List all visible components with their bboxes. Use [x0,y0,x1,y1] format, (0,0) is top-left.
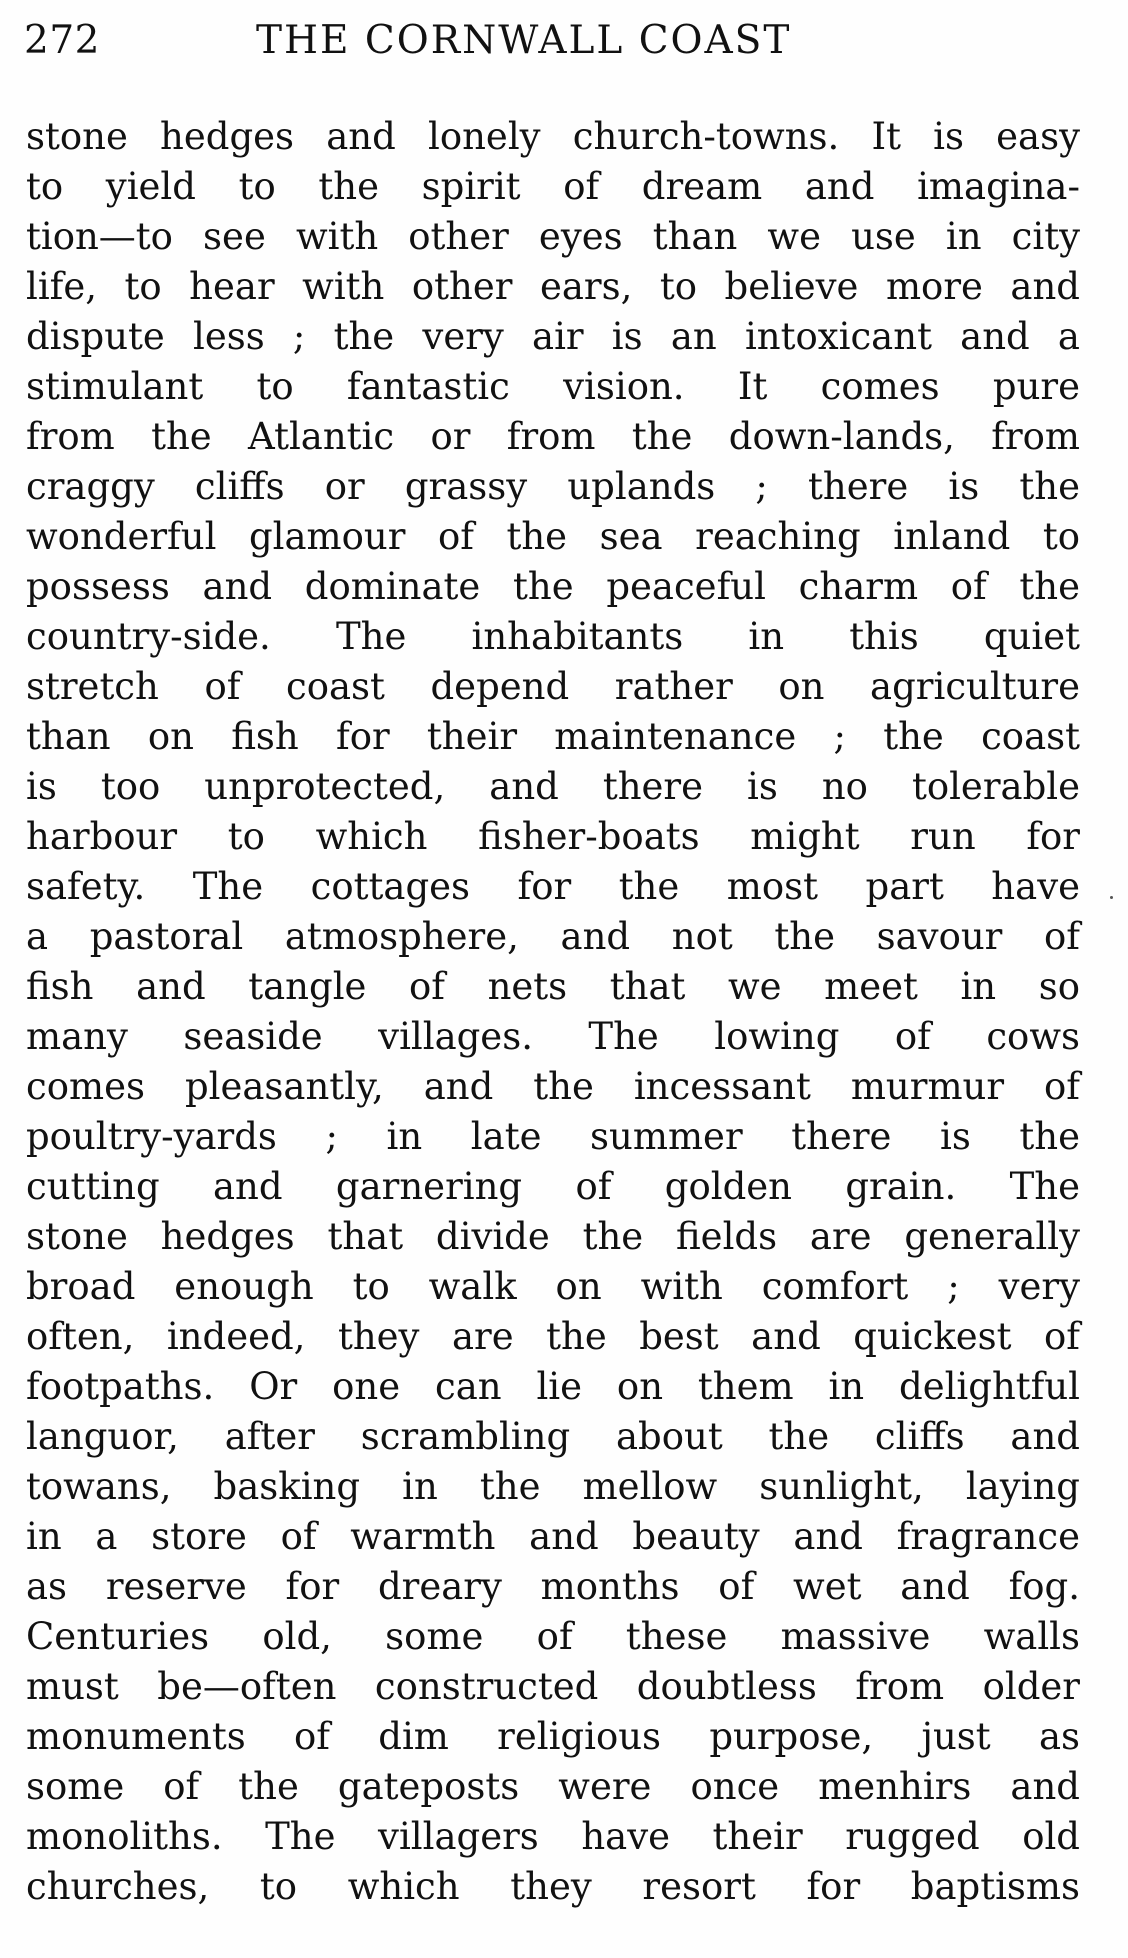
text-line: must be—often constructed doubtless from older [26,1665,1080,1708]
text-line: comes pleasantly, and the incessant murmur of [26,1065,1080,1108]
text-line: craggy cliffs or grassy uplands ; there is the [26,465,1080,508]
text-line: often, indeed, they are the best and quickest of [26,1315,1080,1358]
text-line: some of the gateposts were once menhirs and [26,1765,1080,1808]
text-line: footpaths. Or one can lie on them in delightful [26,1365,1080,1408]
text-line: towans, basking in the mellow sunlight, laying [26,1465,1080,1508]
text-line: monuments of dim religious purpose, just as [26,1715,1080,1758]
text-line: stimulant to fantastic vision. It comes pure [26,365,1080,408]
text-line: in a store of warmth and beauty and fragrance [26,1515,1080,1558]
text-line: a pastoral atmosphere, and not the savour of [26,915,1080,958]
text-line: harbour to which fisher-boats might run for [26,815,1080,858]
text-line: languor, after scrambling about the cliffs and [26,1415,1080,1458]
text-line: life, to hear with other ears, to believe more and [26,265,1080,308]
text-line: possess and dominate the peaceful charm of the [26,565,1080,608]
ink-speck [1110,896,1113,899]
text-line: stretch of coast depend rather on agriculture [26,665,1080,708]
text-line: poultry-yards ; in late summer there is the [26,1115,1080,1158]
text-line: to yield to the spirit of dream and imagina- [26,165,1080,208]
text-line: stone hedges that divide the fields are generally [26,1215,1080,1258]
body-text [26,112,1080,1912]
text-line: safety. The cottages for the most part have [26,865,1080,908]
text-line: cutting and garnering of golden grain. The [26,1165,1080,1208]
page-number: 272 [24,18,100,63]
text-line: as reserve for dreary months of wet and fog. [26,1565,1080,1608]
text-line: tion—to see with other eyes than we use in city [26,215,1080,258]
text-line: wonderful glamour of the sea reaching inland to [26,515,1080,558]
text-line: dispute less ; the very air is an intoxicant and a [26,315,1080,358]
text-line: churches, to which they resort for baptisms [26,1865,1080,1908]
text-line: from the Atlantic or from the down-lands, from [26,415,1080,458]
text-line: monoliths. The villagers have their rugged old [26,1815,1080,1858]
text-line: country-side. The inhabitants in this quiet [26,615,1080,658]
running-head [24,18,1084,74]
text-line: many seaside villages. The lowing of cows [26,1015,1080,1058]
running-title: THE CORNWALL COAST [256,18,792,63]
text-line: fish and tangle of nets that we meet in so [26,965,1080,1008]
text-line: stone hedges and lonely church-towns. It is easy [26,115,1080,158]
text-line: is too unprotected, and there is no tolerable [26,765,1080,808]
text-line: than on fish for their maintenance ; the coast [26,715,1080,758]
text-line: Centuries old, some of these massive walls [26,1615,1080,1658]
text-line: broad enough to walk on with comfort ; very [26,1265,1080,1308]
